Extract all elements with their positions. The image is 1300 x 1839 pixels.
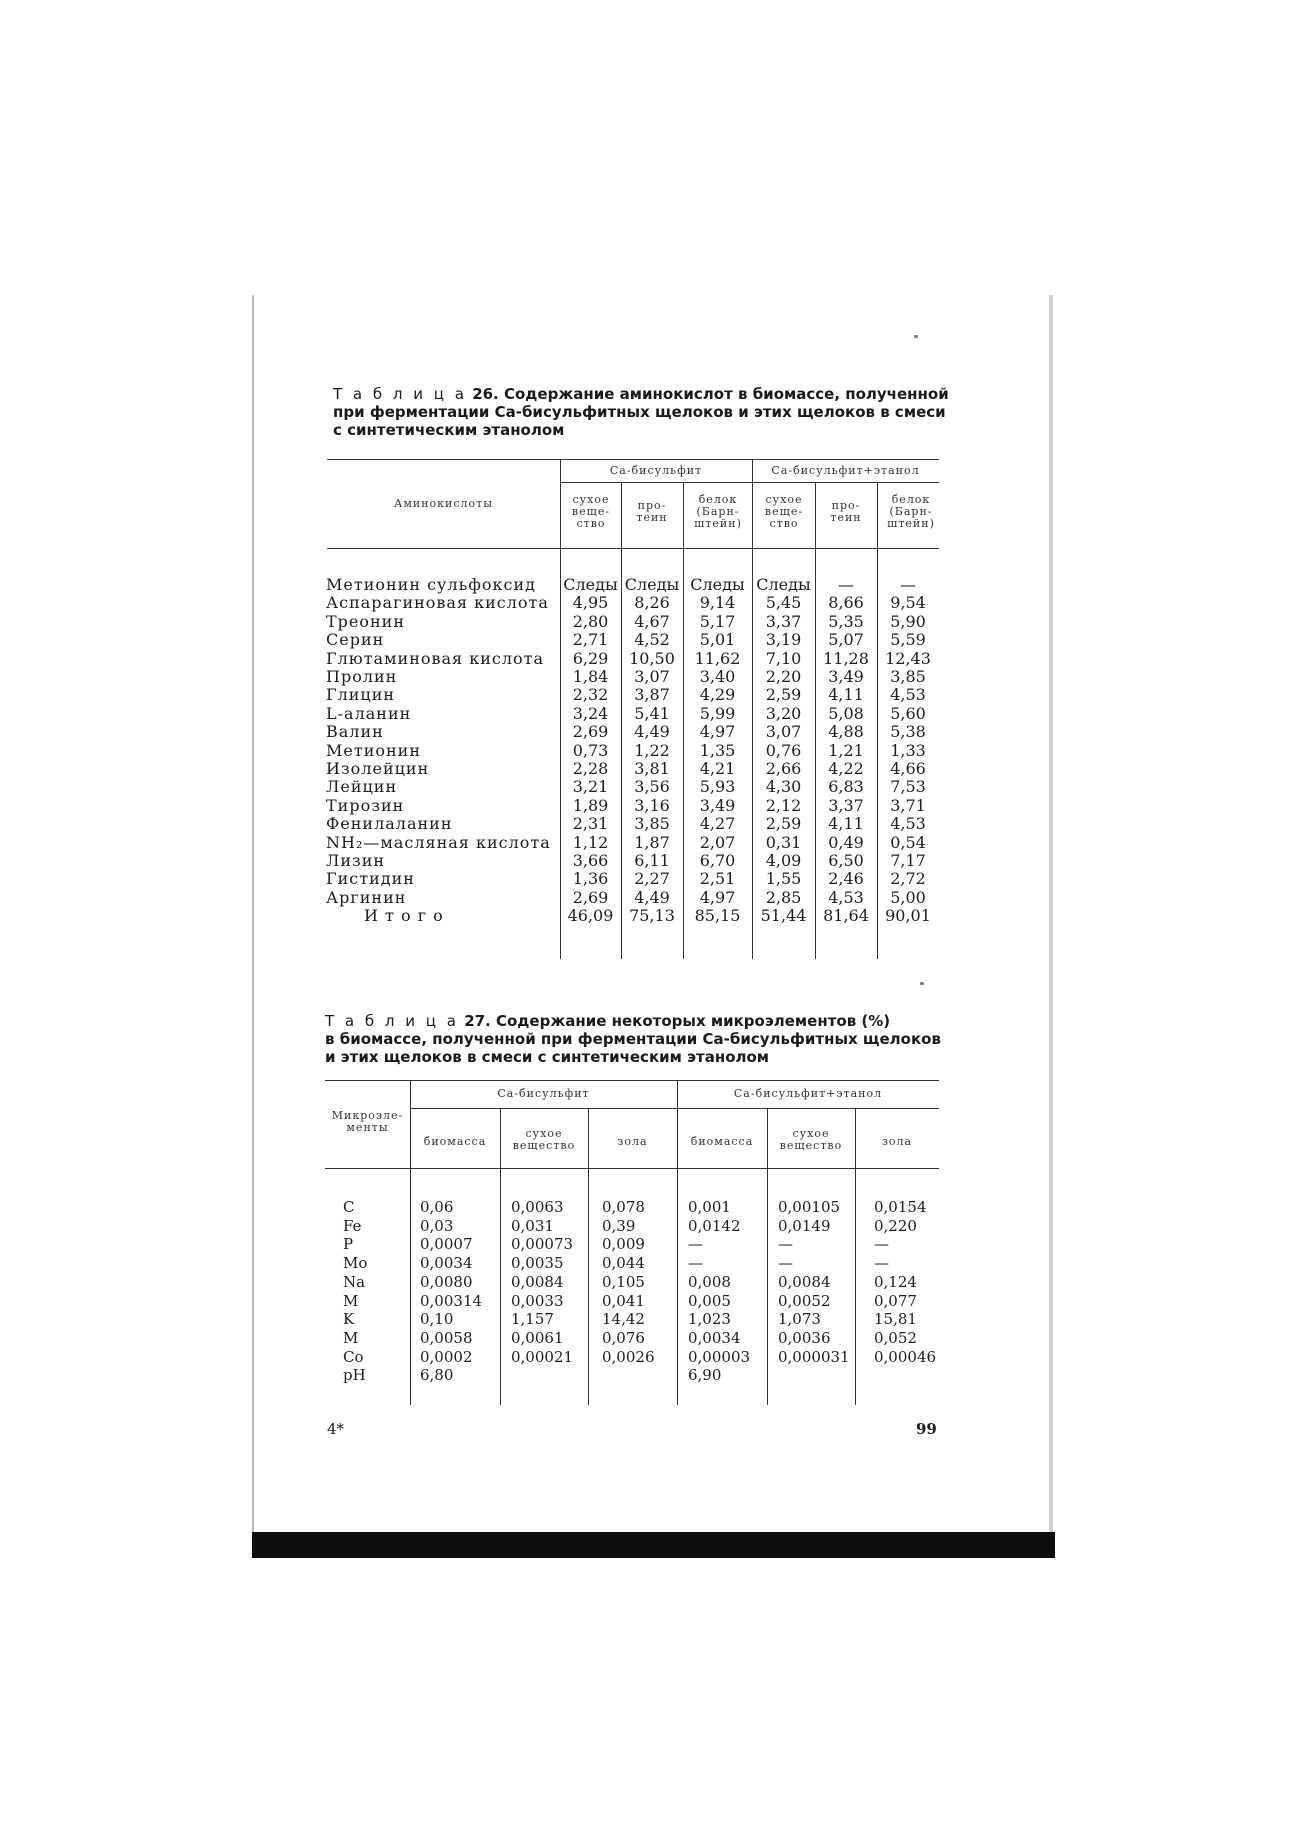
table-cell: 0,0034 <box>420 1254 473 1273</box>
table-cell: 0,49 <box>828 832 864 852</box>
table-cell: 3,37 <box>765 611 802 631</box>
table-row <box>0 889 1300 907</box>
table-cell: 4,97 <box>699 887 736 907</box>
table-cell: 3,40 <box>699 667 736 686</box>
table-row <box>0 705 1300 723</box>
table-cell: 5,00 <box>890 887 926 907</box>
table-cell: 1,35 <box>699 740 736 760</box>
scan-speck <box>914 335 918 338</box>
table-cell: 0,005 <box>688 1291 731 1310</box>
table-row <box>0 870 1300 888</box>
table-cell: 0,220 <box>874 1216 917 1235</box>
amino-acid-name: Аспарагиновая кислота <box>326 593 549 613</box>
table-cell: 1,073 <box>778 1310 821 1329</box>
table-cell: 0,0034 <box>688 1328 741 1347</box>
table-cell: 1,36 <box>572 869 609 889</box>
element-name: Fe <box>343 1216 362 1235</box>
table-cell: 4,21 <box>699 759 736 778</box>
table-cell: 4,27 <box>699 814 736 834</box>
amino-acid-name: Глютаминовая кислота <box>326 648 545 668</box>
table-cell: 2,32 <box>572 685 609 705</box>
table27-sub-header: биомасса <box>423 1135 487 1148</box>
table-cell: 0,73 <box>572 740 609 760</box>
table-cell: 1,55 <box>765 869 802 889</box>
table-row <box>0 686 1300 704</box>
table-cell: 4,53 <box>828 887 864 907</box>
element-name: Co <box>343 1347 364 1366</box>
table-row <box>0 1310 1300 1328</box>
table-cell: 4,97 <box>699 722 736 742</box>
table-cell: 3,85 <box>890 667 926 686</box>
table-cell: 4,22 <box>828 759 864 778</box>
table26-sub-header: сухое веще- ство <box>571 493 611 530</box>
table-cell: — <box>688 1235 703 1254</box>
table-row <box>0 1273 1300 1291</box>
table-cell: 11,28 <box>823 648 869 668</box>
table-cell: 15,81 <box>874 1310 917 1329</box>
table-cell: 3,07 <box>765 722 802 742</box>
table26-group-header: Са-бисульфит+этанол <box>771 464 920 477</box>
table-cell: 2,28 <box>572 759 609 778</box>
table-row <box>0 576 1300 594</box>
table-cell: 3,49 <box>699 795 736 815</box>
table-cell: 0,0142 <box>688 1216 741 1235</box>
table-cell: — <box>838 575 854 594</box>
table-cell: 0,0149 <box>778 1216 831 1235</box>
table-cell: 0,0035 <box>511 1254 564 1273</box>
table-cell: 4,52 <box>634 630 670 650</box>
table-cell: 6,70 <box>699 851 736 870</box>
table-cell: 5,35 <box>828 611 864 631</box>
table-row <box>0 815 1300 833</box>
table-cell: Следы <box>624 575 680 594</box>
table-cell: 3,81 <box>634 759 670 778</box>
amino-acid-name: L-аланин <box>326 703 412 723</box>
table-cell: 4,66 <box>890 759 926 778</box>
table-cell: 1,33 <box>890 740 926 760</box>
table-cell: — <box>778 1254 793 1273</box>
amino-acid-name: Аргинин <box>326 887 407 907</box>
table-cell: 7,17 <box>890 851 926 870</box>
table-cell: 4,49 <box>634 887 670 907</box>
table-cell: 75,13 <box>629 906 675 926</box>
table26-sub-header: про- теин <box>830 499 862 524</box>
table-row <box>0 1198 1300 1216</box>
table-cell: 4,09 <box>765 851 802 870</box>
table-row <box>0 1254 1300 1272</box>
table26-col-header: Аминокислоты <box>394 497 493 510</box>
table-cell: 1,157 <box>511 1310 554 1329</box>
table-cell: 2,27 <box>634 869 670 889</box>
table-cell: 0,00314 <box>420 1291 483 1310</box>
table-cell: 0,0002 <box>420 1347 473 1366</box>
amino-acid-name: Тирозин <box>326 795 405 815</box>
table-cell: 2,51 <box>699 869 736 889</box>
table-cell: 1,023 <box>688 1310 731 1329</box>
table-cell: 2,07 <box>699 832 736 852</box>
table-cell: 3,49 <box>828 667 864 686</box>
table-cell: 90,01 <box>885 906 931 926</box>
table-cell: 0,0154 <box>874 1198 927 1216</box>
amino-acid-name: Пролин <box>326 667 398 686</box>
table-cell: 2,31 <box>572 814 609 834</box>
table-cell: 3,66 <box>572 851 609 870</box>
table-cell: 2,71 <box>572 630 609 650</box>
table-cell: 0,03 <box>420 1216 454 1235</box>
table-cell: 0,0084 <box>511 1272 564 1291</box>
table-cell: Следы <box>563 575 618 594</box>
table-cell: 0,041 <box>602 1291 645 1310</box>
table-cell: 0,0080 <box>420 1272 473 1291</box>
table-cell: 5,59 <box>890 630 926 650</box>
table-row <box>0 907 1300 925</box>
table-cell: 3,71 <box>890 795 926 815</box>
table-row <box>0 797 1300 815</box>
table27-header-rule <box>325 1168 939 1169</box>
table-cell: 0,00003 <box>688 1347 751 1366</box>
table-cell: 4,11 <box>828 685 864 705</box>
table27-group-header: Са-бисульфит+этанол <box>733 1087 883 1100</box>
table-cell: 4,30 <box>765 777 802 797</box>
table26-group-rule <box>560 482 939 483</box>
table-cell: 0,0036 <box>778 1328 831 1347</box>
table-row <box>0 723 1300 741</box>
table27-sub-header: биомасса <box>690 1135 754 1148</box>
table-cell: 5,90 <box>890 611 926 631</box>
table-cell: 3,20 <box>765 703 802 723</box>
table27-caption-line: и этих щелоков в смеси с синтетическим этанолом <box>325 1048 770 1066</box>
table-cell: 5,41 <box>634 703 670 723</box>
table-cell: 0,0058 <box>420 1328 473 1347</box>
element-name: K <box>343 1310 355 1329</box>
table-cell: 6,50 <box>828 851 864 870</box>
table27-top-rule <box>325 1080 939 1081</box>
table-cell: — <box>688 1254 703 1273</box>
table-cell: 4,88 <box>828 722 864 742</box>
table-cell: 5,60 <box>890 703 926 723</box>
table-cell: 5,08 <box>828 703 864 723</box>
table-cell: 4,53 <box>890 685 926 705</box>
table-cell: 0,031 <box>511 1216 554 1235</box>
table-cell: 4,11 <box>828 814 864 834</box>
table-cell: 2,12 <box>765 795 802 815</box>
table-cell: 1,87 <box>634 832 670 852</box>
table-cell: 2,69 <box>572 887 609 907</box>
table-row <box>0 594 1300 612</box>
table-row <box>0 650 1300 668</box>
table-cell: 0,06 <box>420 1198 454 1216</box>
table-cell: 0,001 <box>688 1198 731 1216</box>
table27-caption-label: Т а б л и ц а <box>325 1012 459 1030</box>
table-cell: Следы <box>756 575 811 594</box>
table-cell: 10,50 <box>629 648 675 668</box>
table26-caption <box>333 385 949 439</box>
table-cell: 4,49 <box>634 722 670 742</box>
table-cell: 2,72 <box>890 869 926 889</box>
amino-acid-name: И т о г о <box>364 906 444 926</box>
element-name: C <box>343 1198 355 1216</box>
amino-acid-name: Серин <box>326 630 385 650</box>
table27-group-header: Са-бисульфит <box>497 1087 590 1100</box>
table-cell: 0,044 <box>602 1254 645 1273</box>
table26-caption-line: при ферментации Са-бисульфитных щелоков и этих щелоков в смеси <box>333 403 946 421</box>
table27-sub-header: сухое вещество <box>779 1127 843 1152</box>
table-row <box>0 1348 1300 1366</box>
table-cell: 2,66 <box>765 759 802 778</box>
table-cell: 0,0063 <box>511 1198 564 1216</box>
table-row <box>0 742 1300 760</box>
table-cell: 3,37 <box>828 795 864 815</box>
table-cell: 2,46 <box>828 869 864 889</box>
table-cell: 7,53 <box>890 777 926 797</box>
table-cell: 5,99 <box>699 703 736 723</box>
amino-acid-name: Изолейцин <box>326 759 430 778</box>
table-cell: 8,26 <box>634 593 670 613</box>
table27-sub-header: зола <box>617 1135 648 1148</box>
table-cell: 0,00046 <box>874 1347 937 1366</box>
table-row <box>0 1329 1300 1347</box>
table26-sub-header: сухое веще- ство <box>764 493 804 530</box>
table-cell: 3,56 <box>634 777 670 797</box>
table-cell: 0,0061 <box>511 1328 564 1347</box>
table-cell: 0,078 <box>602 1198 645 1216</box>
table27-sub-header: зола <box>881 1135 913 1148</box>
table-cell: 6,90 <box>688 1366 722 1385</box>
table-cell: 46,09 <box>567 906 614 926</box>
element-name: M <box>343 1328 359 1347</box>
table-cell: — <box>900 575 916 594</box>
table-row <box>0 778 1300 796</box>
table-row <box>0 1366 1300 1384</box>
table-cell: 0,077 <box>874 1291 917 1310</box>
table-cell: 51,44 <box>760 906 807 926</box>
table-cell: — <box>778 1235 793 1254</box>
table-cell: 12,43 <box>885 648 931 668</box>
table-cell: 4,95 <box>572 593 609 613</box>
table-row <box>0 668 1300 686</box>
table26-group-header: Са-бисульфит <box>609 464 703 477</box>
table-cell: 2,59 <box>765 685 802 705</box>
amino-acid-name: Треонин <box>326 611 406 631</box>
table-cell: 0,105 <box>602 1272 645 1291</box>
table-cell: 0,009 <box>602 1235 645 1254</box>
table-cell: 0,0007 <box>420 1235 473 1254</box>
amino-acid-name: NH₂—масляная кислота <box>326 832 551 852</box>
table-cell: 4,53 <box>890 814 926 834</box>
amino-acid-name: Фенилаланин <box>326 814 453 834</box>
table-cell: 0,124 <box>874 1272 917 1291</box>
table27-caption <box>325 1012 941 1066</box>
table-cell: 6,29 <box>572 648 609 668</box>
table-cell: 5,93 <box>699 777 736 797</box>
table-cell: 0,00073 <box>511 1235 574 1254</box>
table26-caption-line: с синтетическим этанолом <box>333 421 565 439</box>
table-row <box>0 834 1300 852</box>
table-cell: Следы <box>690 575 745 594</box>
table-cell: 0,54 <box>890 832 926 852</box>
table-cell: 0,076 <box>602 1328 645 1347</box>
table-cell: 3,21 <box>572 777 609 797</box>
table-cell: 0,10 <box>420 1310 454 1329</box>
table-cell: 2,80 <box>572 611 609 631</box>
table-cell: 1,21 <box>828 740 864 760</box>
table-cell: 3,24 <box>572 703 609 723</box>
table26-sub-header: белок (Барн- штейн) <box>887 493 935 530</box>
amino-acid-name: Валин <box>326 722 384 742</box>
table-cell: 5,01 <box>699 630 736 650</box>
table-cell: 0,0026 <box>602 1347 655 1366</box>
table-row <box>0 852 1300 870</box>
table-cell: — <box>874 1235 889 1254</box>
table-cell: 0,00021 <box>511 1347 574 1366</box>
table-cell: 0,00105 <box>778 1198 841 1216</box>
footer-signature: 4* <box>327 1420 345 1438</box>
table-cell: 7,10 <box>765 648 802 668</box>
table27-col-header: Микроэле- менты <box>331 1109 404 1134</box>
table-cell: 5,07 <box>828 630 864 650</box>
table26-sub-header: белок (Барн- штейн) <box>694 493 742 530</box>
table-cell: 3,07 <box>634 667 670 686</box>
table26-sub-header: про- теин <box>636 499 668 524</box>
table-row <box>0 1292 1300 1310</box>
table-cell: 6,83 <box>828 777 864 797</box>
table-cell: 0,39 <box>602 1216 636 1235</box>
table-cell: 8,66 <box>828 593 864 613</box>
table-cell: 14,42 <box>602 1310 645 1329</box>
element-name: pH <box>343 1366 366 1385</box>
table-cell: 0,31 <box>765 832 802 852</box>
amino-acid-name: Метионин <box>326 740 421 760</box>
element-name: P <box>343 1235 354 1254</box>
table-cell: 2,59 <box>765 814 802 834</box>
table-cell: 0,000031 <box>778 1347 850 1366</box>
table-cell: 9,14 <box>699 593 736 613</box>
element-name: Mo <box>343 1254 368 1273</box>
table27-caption-line: 27. Содержание некоторых микроэлементов (%) <box>464 1012 891 1030</box>
table-cell: 4,29 <box>699 685 736 705</box>
table-cell: 1,12 <box>572 832 609 852</box>
table-row <box>0 613 1300 631</box>
table-cell: 5,38 <box>890 722 926 742</box>
table-row <box>0 1217 1300 1235</box>
table-cell: 6,11 <box>634 851 670 870</box>
table-cell: 3,85 <box>634 814 670 834</box>
table-cell: 3,19 <box>765 630 802 650</box>
table-cell: 1,84 <box>572 667 609 686</box>
table-cell: 0,0033 <box>511 1291 564 1310</box>
table-cell: 6,80 <box>420 1366 454 1385</box>
table26-top-rule <box>327 459 939 460</box>
page-number: 99 <box>916 1420 937 1438</box>
table-cell: — <box>874 1254 889 1273</box>
amino-acid-name: Гистидин <box>326 869 415 889</box>
table-cell: 3,16 <box>634 795 670 815</box>
table-cell: 5,17 <box>699 611 736 631</box>
table-cell: 9,54 <box>890 593 926 613</box>
element-name: M <box>343 1291 359 1310</box>
table26-caption-line: 26. Содержание аминокислот в биомассе, полученной <box>472 385 949 403</box>
table27-sub-header: сухое вещество <box>512 1127 576 1152</box>
table-cell: 1,22 <box>634 740 670 760</box>
amino-acid-name: Метионин сульфоксид <box>326 575 536 594</box>
element-name: Na <box>343 1272 366 1291</box>
table-cell: 4,67 <box>634 611 670 631</box>
amino-acid-name: Глицин <box>326 685 396 705</box>
table-cell: 2,85 <box>765 887 802 907</box>
table-cell: 1,89 <box>572 795 609 815</box>
table27-caption-line: в биомассе, полученной при ферментации Са-бисульфитных щелоков <box>325 1030 941 1048</box>
table-row <box>0 1235 1300 1253</box>
table-cell: 0,052 <box>874 1328 917 1347</box>
table-cell: 0,008 <box>688 1272 731 1291</box>
table-cell: 0,0052 <box>778 1291 831 1310</box>
table-row <box>0 631 1300 649</box>
table26-caption-label: Т а б л и ц а <box>333 385 467 403</box>
table-cell: 0,76 <box>765 740 802 760</box>
table-cell: 85,15 <box>694 906 741 926</box>
table-cell: 0,0084 <box>778 1272 831 1291</box>
scan-bottom-bar <box>252 1532 1055 1558</box>
table26-header-rule <box>327 548 939 549</box>
table-cell: 3,87 <box>634 685 670 705</box>
table-cell: 11,62 <box>694 648 741 668</box>
scan-speck <box>920 982 924 985</box>
amino-acid-name: Лейцин <box>326 777 398 797</box>
table-cell: 2,69 <box>572 722 609 742</box>
table27-group-rule <box>410 1108 939 1109</box>
table-cell: 2,20 <box>765 667 802 686</box>
table-cell: 81,64 <box>823 906 869 926</box>
table-cell: 5,45 <box>765 593 802 613</box>
amino-acid-name: Лизин <box>326 851 386 870</box>
table-row <box>0 760 1300 778</box>
